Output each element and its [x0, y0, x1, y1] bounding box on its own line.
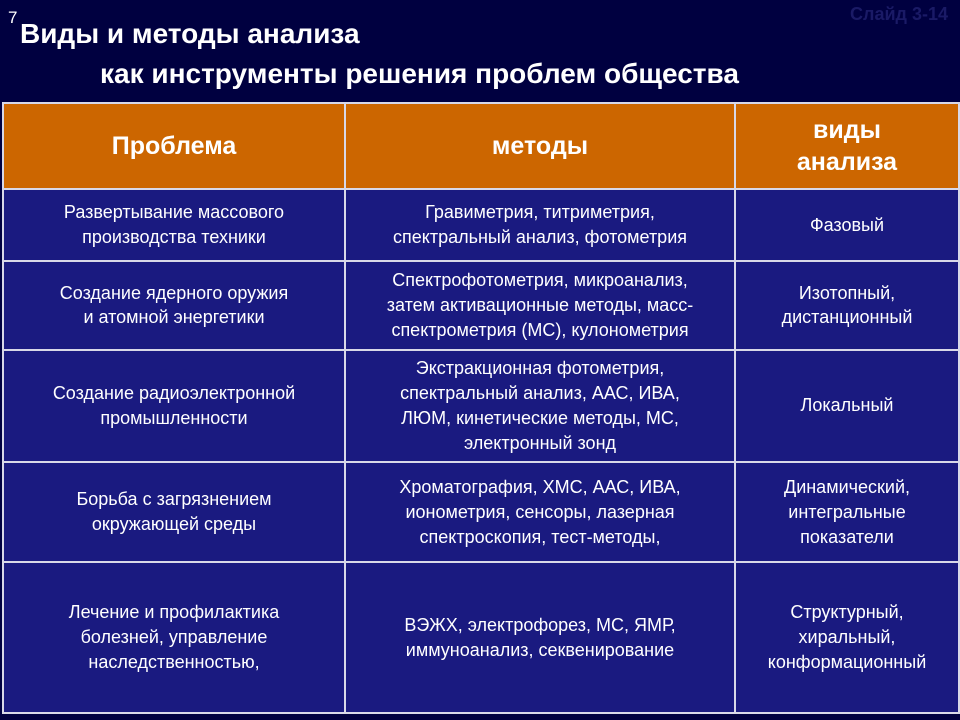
table-row [3, 462, 959, 562]
cell-text-line: производства техники [82, 227, 266, 248]
analysis-table [2, 102, 958, 714]
analysis-types-cell [735, 261, 959, 349]
cell-text-line: хиральный, [798, 627, 896, 648]
problem-cell [3, 261, 345, 349]
table-row [3, 350, 959, 462]
cell-text-line: Борьба с загрязнением [76, 489, 272, 510]
cell-text-line: спектральный анализ, фотометрия [392, 227, 687, 248]
cell-text-line: ЛЮМ, кинетические методы, МС, [401, 407, 679, 428]
methods-cell [345, 261, 735, 349]
cell-text-line: промышленности [100, 407, 248, 428]
cell-text-line: электронный зонд [463, 432, 617, 453]
table-row [3, 189, 959, 261]
cell-text-line: спектроскопия, тест-методы, [419, 526, 661, 547]
cell-text-line: Динамический, [784, 476, 910, 497]
cell-text-line: Изотопный, [798, 282, 896, 303]
methods-cell [345, 189, 735, 261]
table-row [3, 562, 959, 713]
cell-text-line: дистанционный [781, 307, 913, 328]
cell-text-line: Создание ядерного оружия [59, 282, 289, 303]
analysis-types-cell [735, 462, 959, 562]
cell-text-line: спектрометрия (МС), кулонометрия [391, 319, 689, 340]
slide-title-line1: Виды и методы анализа [20, 18, 360, 49]
cell-text-line: Хроматография, ХМС, ААС, ИВА, [399, 476, 681, 497]
cell-text-line: Экстракционная фотометрия, [415, 358, 665, 379]
analysis-types-cell [735, 562, 959, 713]
cell-text-line: иммуноанализ, секвенирование [405, 639, 675, 660]
cell-text-line: Локальный [800, 395, 894, 416]
header-methods: методы [345, 103, 735, 189]
cell-text-line: спектральный анализ, ААС, ИВА, [400, 382, 680, 403]
problem-cell [3, 350, 345, 462]
cell-text-line: показатели [800, 526, 894, 547]
cell-text-line: Лечение и профилактика [68, 602, 280, 623]
analysis-types-cell [735, 189, 959, 261]
cell-text-line: Гравиметрия, титриметрия, [425, 202, 655, 223]
methods-cell [345, 562, 735, 713]
methods-cell [345, 462, 735, 562]
methods-cell [345, 350, 735, 462]
problem-cell [3, 189, 345, 261]
problem-cell [3, 462, 345, 562]
slide-title-line2: как инструменты решения проблем общества [100, 58, 739, 89]
problem-cell [3, 562, 345, 713]
header-analysis-types: виды анализа [735, 103, 959, 189]
cell-text-line: конформационный [767, 652, 927, 673]
analysis-types-cell [735, 350, 959, 462]
cell-text-line: окружающей среды [91, 514, 257, 535]
cell-text-line: Структурный, [790, 602, 904, 623]
cell-text-line: интегральные [788, 501, 906, 522]
cell-text-line: Фазовый [809, 214, 885, 235]
cell-text-line: ионометрия, сенсоры, лазерная [405, 501, 675, 522]
cell-text-line: ВЭЖХ, электрофорез, МС, ЯМР, [404, 614, 676, 635]
cell-text-line: Создание радиоэлектронной [52, 382, 296, 403]
slide-number: 7 [8, 8, 18, 27]
slide-label: Слайд 3-14 [850, 4, 948, 24]
header-problem: Проблема [3, 103, 345, 189]
cell-text-line: Спектрофотометрия, микроанализ, [392, 270, 688, 291]
cell-text-line: Развертывание массового [63, 202, 285, 223]
cell-text-line: затем активационные методы, масс- [386, 295, 694, 316]
cell-text-line: наследственностью, [88, 652, 260, 673]
cell-text-line: болезней, управление [80, 627, 268, 648]
cell-text-line: и атомной энергетики [83, 307, 265, 328]
table-row [3, 261, 959, 349]
